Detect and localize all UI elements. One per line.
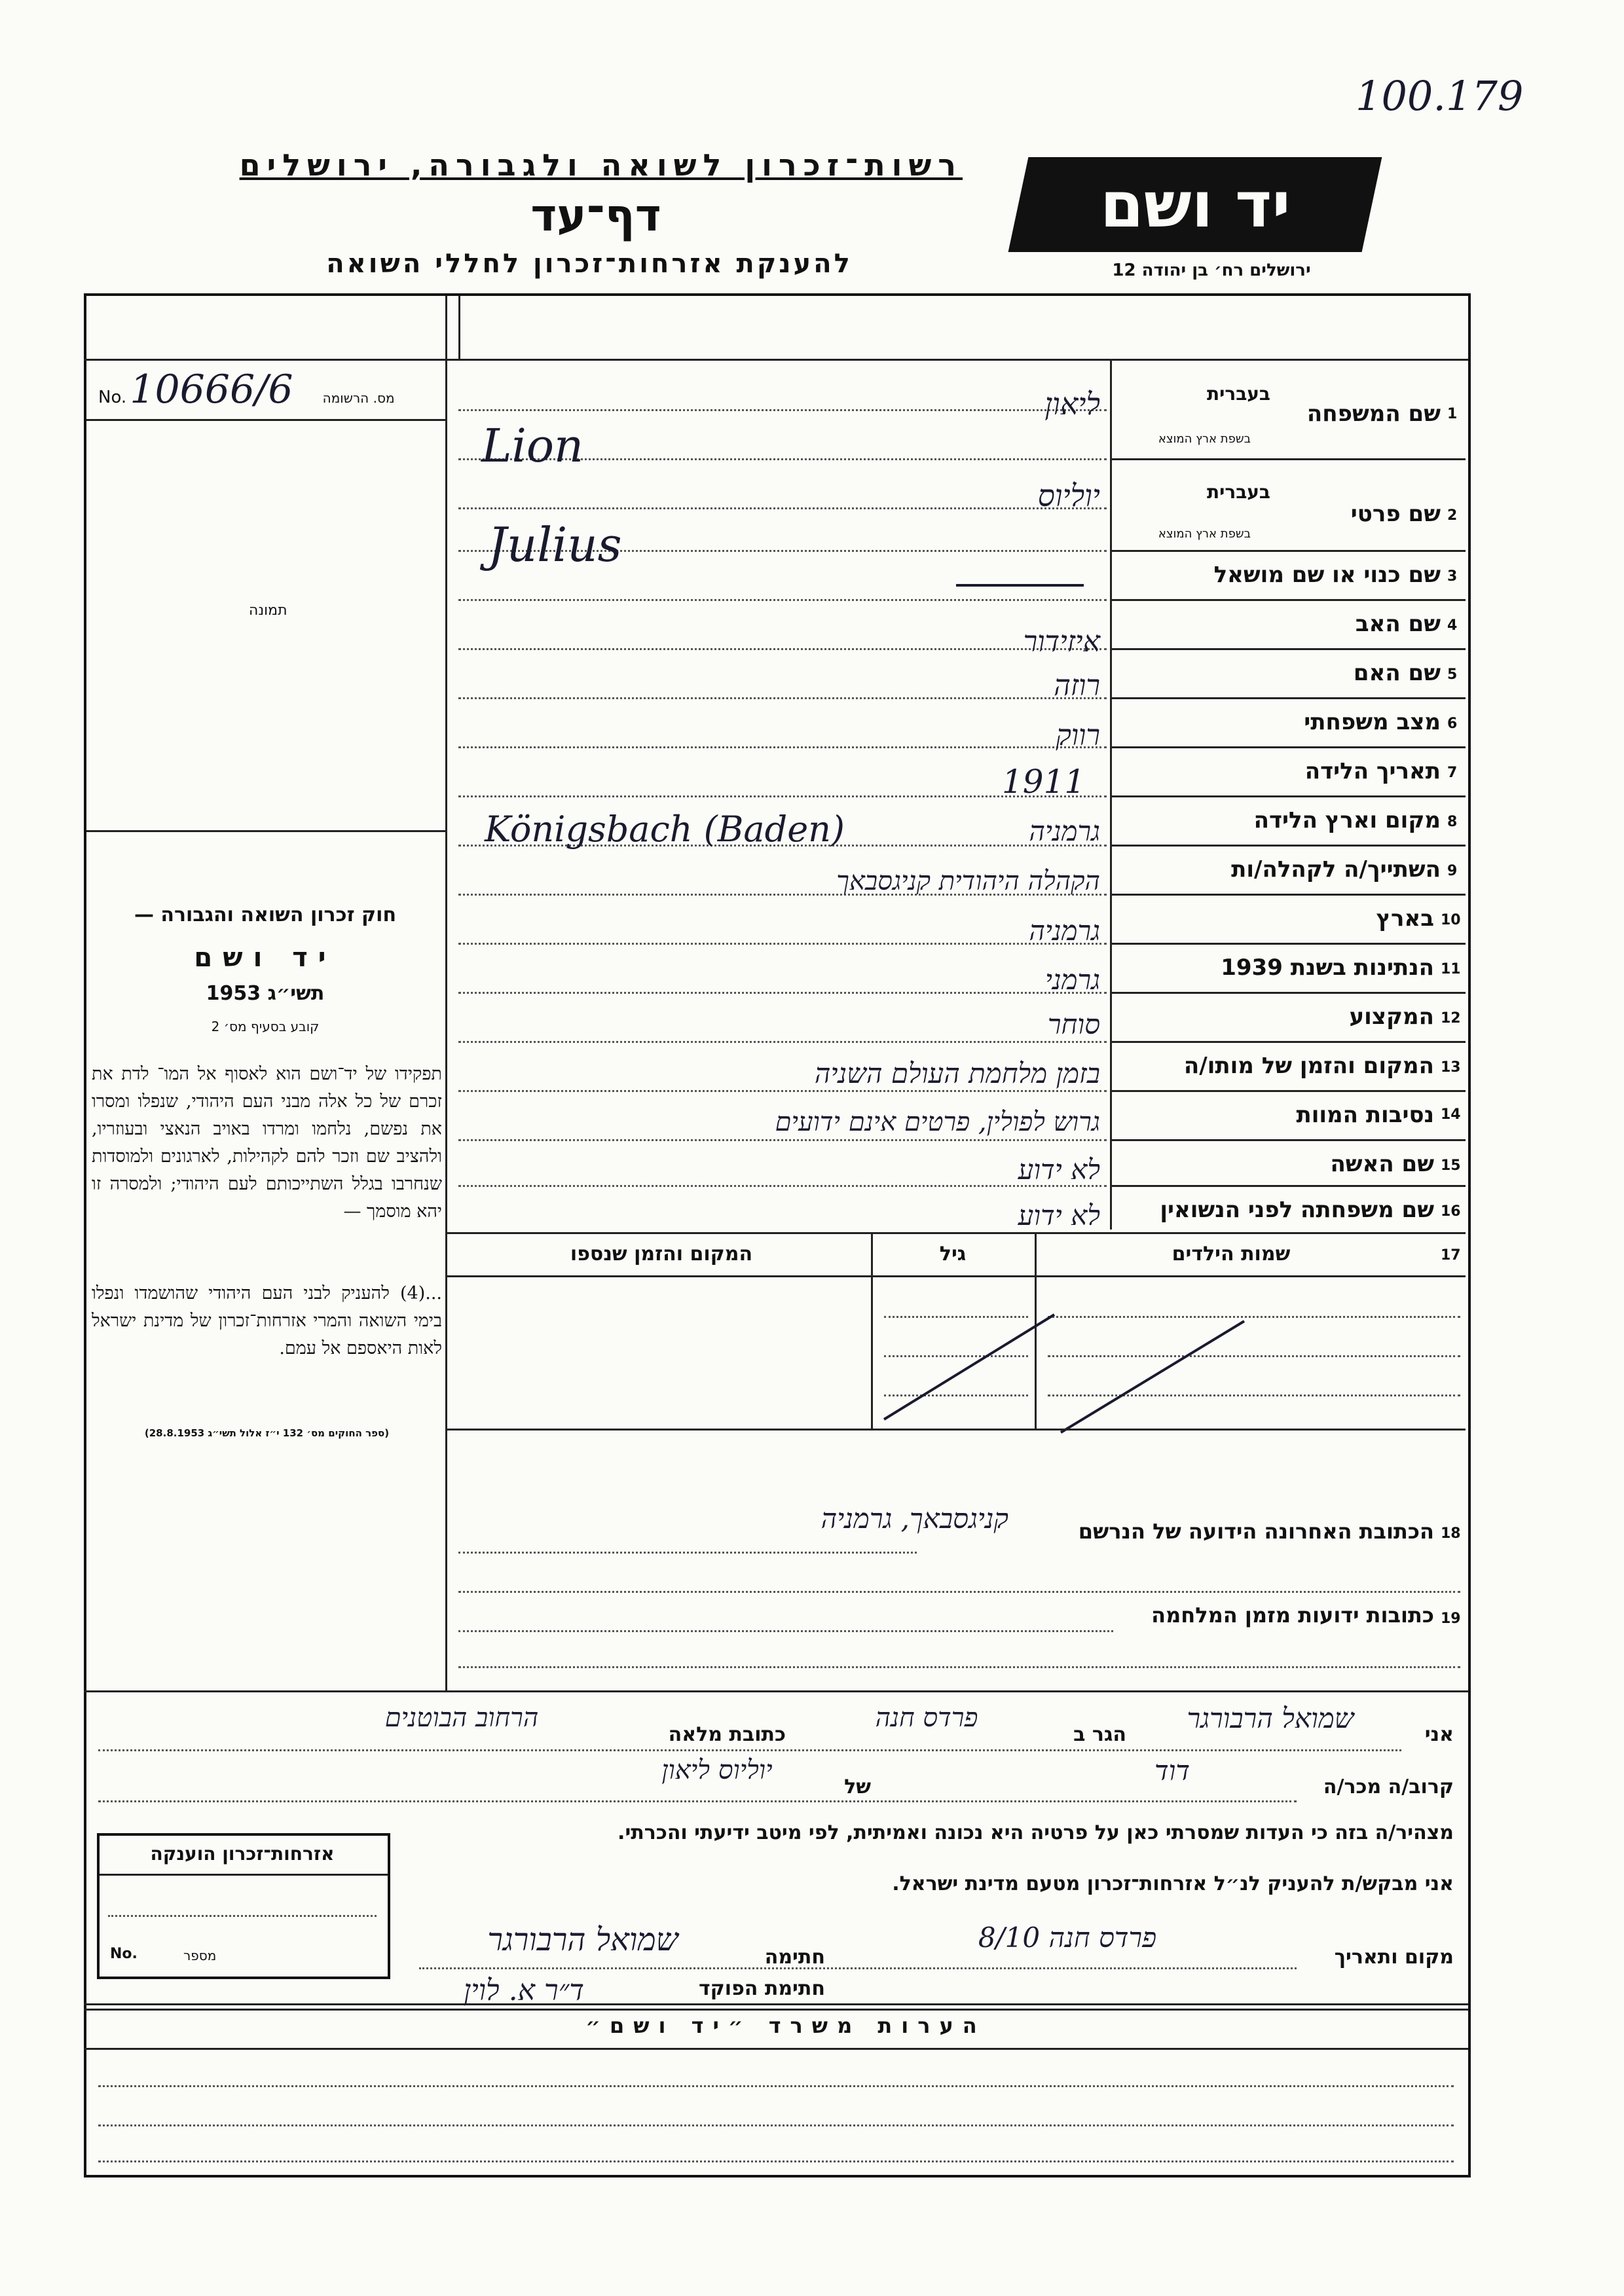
label-death-place-time: המקום והזמן של מותו/ה [1183,1053,1434,1079]
decl-place-date: פרדס חנה 8/10 [978,1922,1157,1954]
num-9: 9 [1447,863,1458,879]
decl-official-label: חתימת הפוקד [699,1977,825,2000]
registration-number [98,367,439,412]
value-mother: רוזה [1054,669,1100,702]
label-hebrew-2: בעברית [1206,481,1270,503]
decl-signature-label: חתימה [764,1946,825,1969]
decl-relation: דוד [1154,1755,1190,1787]
label-wife-maiden-name: שם משפחתה לפני הנשואין [1160,1197,1434,1223]
num-16: 16 [1441,1203,1461,1220]
value-country: גרמניה [1029,915,1100,947]
num-8: 8 [1447,814,1458,830]
decl-relative-label: קרוב/ה מכר/ה [1323,1776,1454,1798]
crossout-stroke-2 [1061,1321,1244,1432]
label-nickname: שם כנוי או שם מושאל [1213,562,1441,588]
value-wife: לא ידוע [1018,1154,1100,1186]
label-last-address: הכתובת האחרונה הידועה של הנרשם [1078,1519,1434,1544]
children-age-header: גיל [939,1243,967,1266]
value-birth-place-origin: Königsbach (Baden) [485,809,845,850]
grant-box-number-label: מספר [183,1948,217,1963]
num-15: 15 [1441,1157,1461,1174]
num-7: 7 [1447,765,1458,781]
decl-statement-2: אני מבקש/ת להעניק לנ״ל אזרחות־זכרון מטעם מדינת ישראל. [892,1872,1454,1895]
label-marital-status: מצב משפחתי [1304,709,1441,735]
num-4: 4 [1447,617,1458,634]
reg-no-hebrew: מס. הרשומה [322,390,395,406]
decl-declarant-name: שמואל הרבורגר [1187,1702,1354,1734]
grant-box-title: אזרחות־זכרון הוענקה [150,1843,335,1865]
reg-no-value: 10666/6 [130,367,293,412]
form-title: דף־עד [530,190,661,242]
label-profession: המקצוע [1349,1004,1434,1030]
logo-address: ירושלים רח׳ בן יהודה 12 [1112,261,1311,280]
num-6: 6 [1447,716,1458,732]
num-11: 11 [1441,961,1461,977]
decl-place-date-label: מקום ותאריך [1334,1946,1454,1969]
children-crossout-strokes [871,1275,1466,1472]
logo-text: יד ושם [1099,168,1291,242]
label-wife: שם האשה [1330,1151,1434,1177]
label-death-circumstances: נסיבות המוות [1296,1102,1434,1128]
decl-ani: אני [1424,1723,1454,1746]
label-origin-1: בשפת ארץ המוצא [1158,432,1251,446]
law-title: חוק זכרון השואה והגבורה — [134,903,397,926]
num-18: 18 [1441,1525,1461,1542]
authority-title: רשות־זכרון לשואה ולגבורה, ירושלים [239,147,963,183]
num-19: 19 [1441,1611,1461,1627]
form-subtitle: להענקת אזרחות־זכרון לחללי השואה [326,249,853,279]
num-1: 1 [1447,406,1458,422]
decl-signature: שמואל הרבורגר [487,1922,678,1958]
label-community: השתייך/ה לקהלה/ות [1231,856,1441,883]
law-source: (ספר החוקים מס׳ 132 י״ז אלול תשי״ג 28.8.1953) [144,1427,390,1439]
label-wartime-addresses: כתובות ידועות מזמן המלחמה [1151,1603,1434,1628]
value-marital: רווק [1056,719,1100,752]
crossout-stroke-1 [884,1315,1054,1419]
decl-of-name: יוליוס ליאון [661,1755,773,1785]
law-year: תשי״ג 1953 [206,982,325,1005]
law-clause: קובע בסעיף מס׳ 2 [211,1019,320,1034]
decl-address-label: כתובת מלאה [668,1723,786,1746]
yad-vashem-logo [1008,157,1382,252]
decl-address: הרחוב הבוטנים [384,1703,539,1733]
label-father: שם האב [1355,611,1441,637]
num-13: 13 [1441,1059,1461,1076]
value-last-address: קניגסבאך, גרמניה [821,1503,1008,1535]
label-citizenship-1939: הנתינות בשנת 1939 [1221,955,1434,981]
archive-number: 100.179 [1356,72,1524,120]
value-wife-maiden: לא ידוע [1018,1199,1100,1231]
decl-resides-label: הגר ב [1073,1723,1126,1746]
value-profession: סוחר [1047,1008,1100,1040]
value-surname-origin: Lion [481,419,584,473]
photo-label: תמונה [249,602,287,619]
label-origin-2: בשפת ארץ המוצא [1158,527,1251,541]
value-surname-hebrew: ליאון [1044,386,1100,422]
num-14: 14 [1441,1106,1461,1123]
decl-of-label: של [844,1776,871,1798]
grant-box-no-label: No. [110,1946,138,1962]
label-birth-place: מקום וארץ הלידה [1253,807,1441,833]
num-2: 2 [1447,507,1458,524]
label-surname: שם המשפחה [1306,401,1441,427]
value-citizenship: גרמני [1044,964,1100,996]
num-12: 12 [1441,1010,1461,1027]
value-community: הקהלה היהודית קניגסבאך [836,866,1100,896]
decl-official-signature: ד״ר א. לוין [464,1974,584,2007]
value-birth-place-hebrew: גרמניה [1029,815,1100,847]
label-hebrew-1: בעברית [1206,383,1270,405]
office-notes-title: הערות משרד ״יד ושם״ [585,2013,986,2038]
children-place-header: המקום והזמן שנספו [570,1243,753,1266]
num-17: 17 [1441,1247,1461,1264]
num-10: 10 [1441,912,1461,928]
law-name: יד ושם [194,943,337,973]
num-5: 5 [1447,666,1458,683]
decl-statement-1: מצהיר/ה בזה כי העדות שמסרתי כאן על פרטיה היא נכונה ואמיתית, לפי מיטב ידיעתי והכרתי. [618,1821,1454,1844]
num-3: 3 [1447,568,1458,585]
children-names-header: שמות הילדים [1172,1243,1291,1266]
decl-town: פרדס חנה [875,1703,978,1733]
value-birth-date: 1911 [1002,763,1086,801]
law-text-1: תפקידו של יד־ושם הוא לאסוף אל המו־ לדת את זכרם של כל אלה מבני העם היהודי, שנפלו ומסרו את נפשם, נלחמו ומרדו באויב הנאצי ובעוזריו, ולהציב שם וזכר להם לקהילות, לארגונים ולמוסדות שנחרבו בגלל השתייכותם לעם היהודי; ולמסרה זו יהא מוסמך — [92,1064,442,1222]
label-mother: שם האם [1353,660,1441,686]
reg-no-label: No. [98,388,127,407]
label-country: בארץ [1376,905,1434,932]
label-first-name: שם פרטי [1350,501,1441,527]
value-first-hebrew: יוליוס [1037,478,1100,513]
value-circumstances: גרוש לפולין, פרטים אינם ידועים [775,1107,1100,1137]
value-death: בזמן מלחמת העולם השניה [814,1057,1100,1089]
law-text-2: ...(4) להעניק לבני העם היהודי שהושמדו ונפלו בימי השואה והמרי אזרחות־זכרון של מדינת ישראל לאות היאספם אל עמם. [92,1283,442,1358]
nickname-dash [956,584,1084,587]
label-birth-date: תאריך הלידה [1304,758,1441,784]
value-father: איזידור [1023,625,1100,659]
value-first-origin: Julius [488,517,622,572]
